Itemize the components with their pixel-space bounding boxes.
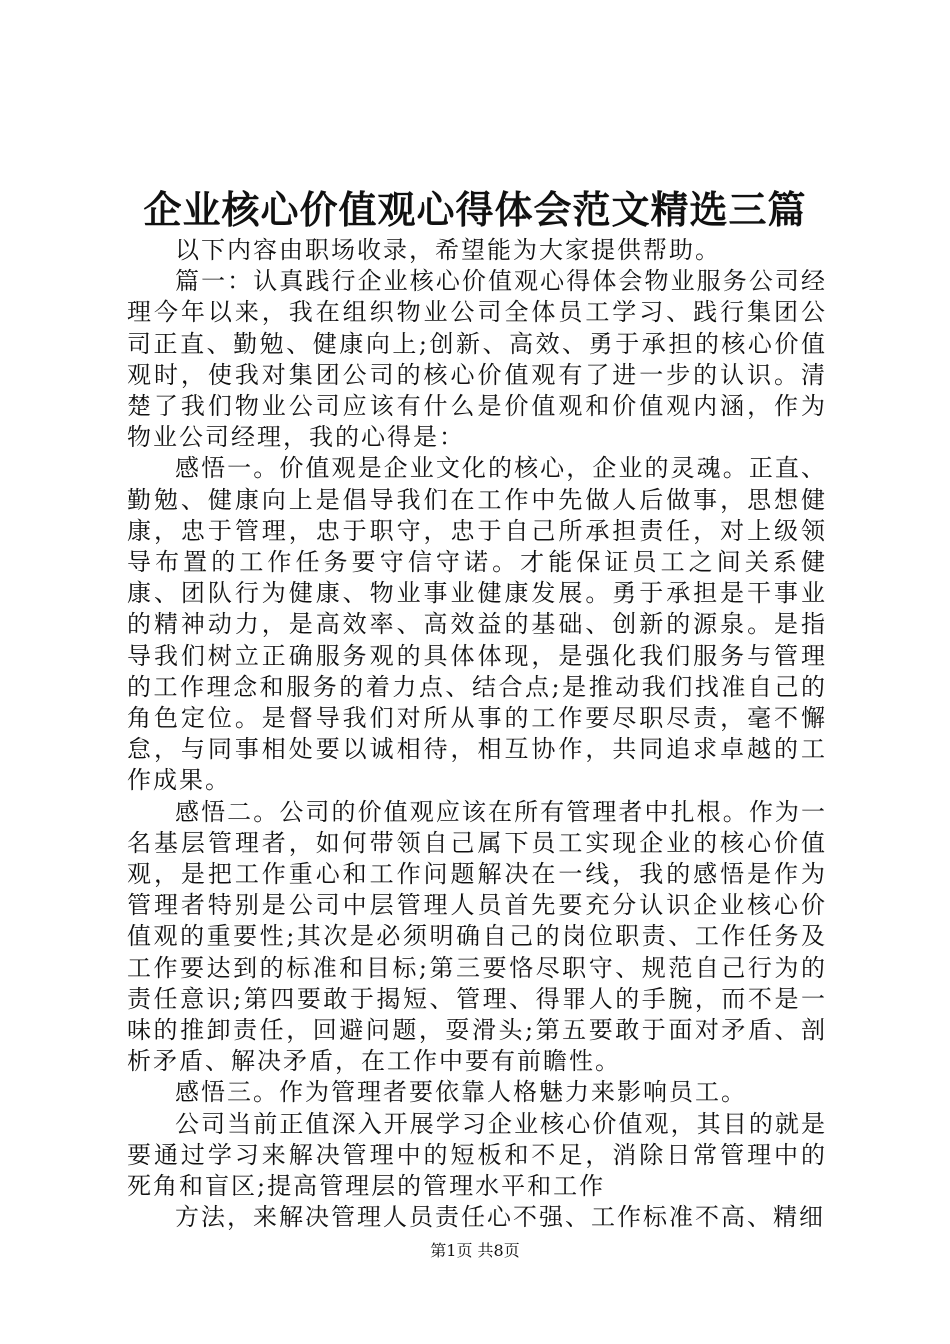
document-body <box>127 235 827 1234</box>
paragraph-insight-three: 感悟三。作为管理者要依靠人格魅力来影响员工。 <box>175 1078 747 1107</box>
paragraph-part-one: 篇一：认真践行企业核心价值观心得体会物业服务公司经理今年以来，我在组织物业公司全体员工学习、践行集团公司正直、勤勉、健康向上;创新、高效、勇于承担的核心价值观时，使我对集团公司的核心价值观有了进一步的认识。清楚了我们物业公司应该有什么是价值观和价值观内涵，作为物业公司经理，我的心得是： <box>127 267 827 452</box>
paragraph-study-values: 公司当前正值深入开展学习企业核心价值观，其目的就是要通过学习来解决管理中的短板和不足，消除日常管理中的死角和盲区;提高管理层的管理水平和工作 <box>127 1109 827 1201</box>
paragraph-insight-two: 感悟二。公司的价值观应该在所有管理者中扎根。作为一名基层管理者，如何带领自己属下员工实现企业的核心价值观，是把工作重心和工作问题解决在一线，我的感悟是作为管理者特别是公司中层管理人员首先要充分认识企业核心价值观的重要性;其次是必须明确自己的岗位职责、工作任务及工作要达到的标准和目标;第三要恪尽职守、规范自己行为的责任意识;第四要敢于揭短、管理、得罪人的手腕，而不是一味的推卸责任，回避问题，耍滑头;第五要敢于面对矛盾、剖析矛盾、解决矛盾，在工作中要有前瞻性。 <box>127 797 827 1076</box>
page-footer: 第1页 共8页 <box>430 1241 520 1260</box>
paragraph-method: 方法，来解决管理人员责任心不强、工作标准不高、精细 <box>175 1203 825 1232</box>
paragraph-insight-one: 感悟一。价值观是企业文化的核心，企业的灵魂。正直、勤勉、健康向上是倡导我们在工作中先做人后做事，思想健康，忠于管理，忠于职守，忠于自己所承担责任，对上级领导布置的工作任务要守信守诺。才能保证员工之间关系健康、团队行为健康、物业事业健康发展。勇于承担是干事业的精神动力，是高效率、高效益的基础、创新的源泉。是指导我们树立正确服务观的具体体现，是强化我们服务与管理的工作理念和服务的着力点、结合点;是推动我们找准自己的角色定位。是督导我们对所从事的工作要尽职尽责，毫不懈怠，与同事相处要以诚相待，相互协作，共同追求卓越的工作成果。 <box>127 454 827 795</box>
intro-paragraph: 以下内容由职场收录，希望能为大家提供帮助。 <box>175 236 721 264</box>
document-title: 企业核心价值观心得体会范文精选三篇 <box>143 187 807 232</box>
